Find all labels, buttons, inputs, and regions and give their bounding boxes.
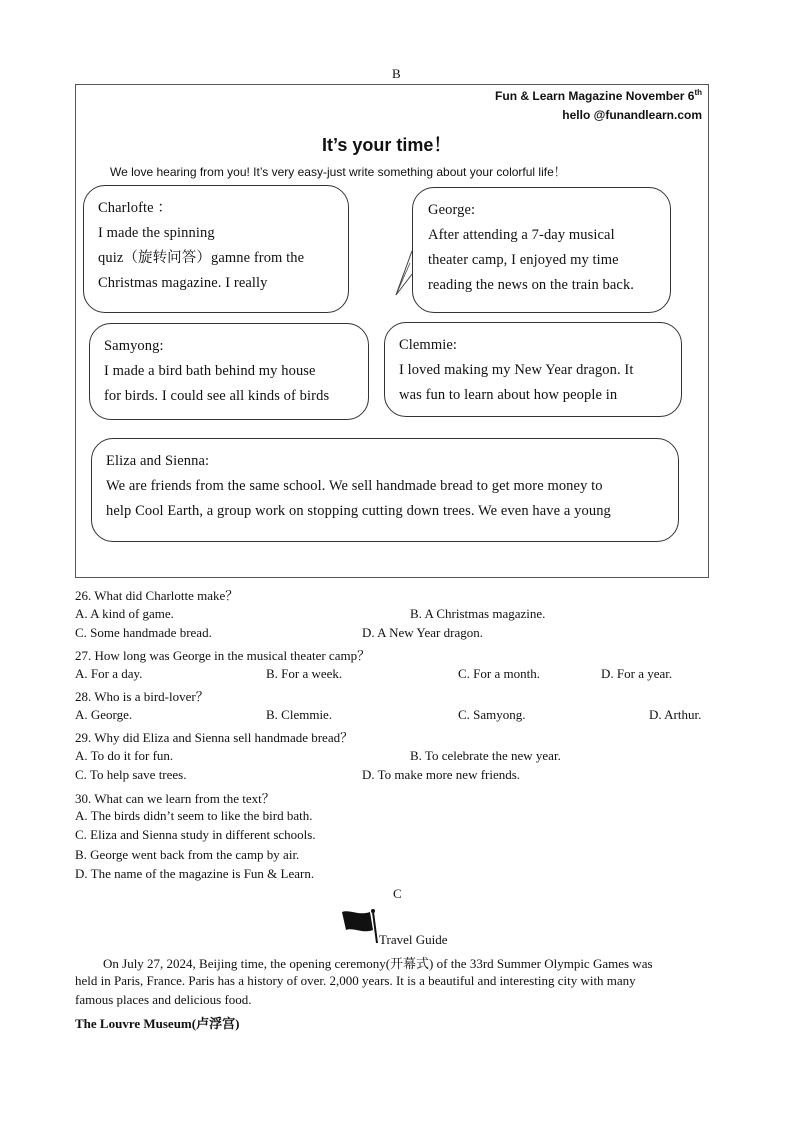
bubble-line: for birds. I could see all kinds of birds: [104, 388, 330, 404]
bubble-line: Charlofte ：: [98, 200, 172, 216]
paragraph-line-2: held in Paris, France. Paris has a history of over. 2,000 years. It is a beautiful and interesting city with many: [75, 973, 636, 988]
bubble-line: George:: [428, 202, 476, 218]
q26-option-a: A. A kind of game.: [75, 606, 174, 621]
q29-option-b: B. To celebrate the new year.: [410, 748, 561, 763]
clemmie-bubble: [384, 322, 682, 417]
paragraph-line-3: famous places and delicious food.: [75, 992, 252, 1007]
bubble-line: After attending a 7-day musical: [428, 227, 615, 243]
question-30-stem: 30. What can we learn from the text？: [75, 791, 275, 806]
q27-option-d: D. For a year.: [601, 666, 673, 681]
question-29-stem: 29. Why did Eliza and Sienna sell handmade bread？: [75, 730, 354, 745]
bubble-line: theater camp, I enjoyed my time: [428, 252, 619, 268]
george-bubble: [412, 187, 671, 313]
bubble-line: I made the spinning: [98, 225, 215, 241]
louvre-subheading: The Louvre Museum(卢浮宫): [75, 1016, 240, 1031]
q27-option-a: A. For a day.: [75, 666, 143, 681]
question-28-stem: 28. Who is a bird-lover？: [75, 689, 209, 704]
q30-option-c: C. Eliza and Sienna study in different schools.: [75, 827, 316, 842]
q29-option-a: A. To do it for fun.: [75, 748, 174, 763]
q26-option-b: B. A Christmas magazine.: [410, 606, 546, 621]
q28-option-b: B. Clemmie.: [266, 707, 333, 722]
flag-icon: [340, 908, 378, 944]
bubble-line: Samyong:: [104, 338, 164, 354]
magazine-header-date: Fun & Learn Magazine November 6th: [495, 88, 702, 103]
question-27-stem: 27. How long was George in the musical theater camp？: [75, 648, 371, 663]
bubble-line: Eliza and Sienna:: [106, 453, 210, 469]
bubble-line: Clemmie:: [399, 337, 457, 353]
q28-option-d: D. Arthur.: [649, 707, 702, 722]
q27-option-b: B. For a week.: [266, 666, 343, 681]
section-b-label: B: [392, 66, 401, 81]
question-26-stem: 26. What did Charlotte make？: [75, 588, 239, 603]
magazine-intro: We love hearing from you! It’s very easy-just write something about your colorful life！: [110, 165, 566, 179]
q26-option-d: D. A New Year dragon.: [362, 625, 483, 640]
bubble-line: was fun to learn about how people in: [399, 387, 618, 403]
q30-option-a: A. The birds didn’t seem to like the bird bath.: [75, 808, 313, 823]
q29-option-d: D. To make more new friends.: [362, 767, 521, 782]
q28-option-c: C. Samyong.: [458, 707, 526, 722]
magazine-header-email: hello @funandlearn.com: [562, 108, 702, 122]
bubble-line: help Cool Earth, a group work on stopping cutting down trees. We even have a young: [106, 503, 611, 519]
samyong-bubble: [89, 323, 369, 420]
bubble-line: Christmas magazine. I really: [98, 275, 268, 291]
q27-option-c: C. For a month.: [458, 666, 540, 681]
bubble-line: reading the news on the train back.: [428, 277, 635, 293]
bubble-line: I made a bird bath behind my house: [104, 363, 316, 379]
paragraph-line-1: On July 27, 2024, Beijing time, the opening ceremony(开幕式) of the 33rd Summer Olympic Games was: [103, 956, 653, 971]
bubble-line: I loved making my New Year dragon. It: [399, 362, 634, 378]
magazine-frame: [75, 84, 709, 578]
travel-guide-title: Travel Guide: [379, 932, 448, 947]
q26-option-c: C. Some handmade bread.: [75, 625, 212, 640]
bubble-line: We are friends from the same school. We sell handmade bread to get more money to: [106, 478, 603, 494]
charlotte-bubble: [83, 185, 349, 313]
q30-option-d: D. The name of the magazine is Fun & Learn.: [75, 866, 315, 881]
magazine-title: It’s your time！: [322, 135, 452, 155]
q30-option-b: B. George went back from the camp by air.: [75, 847, 300, 862]
q29-option-c: C. To help save trees.: [75, 767, 187, 782]
section-c-label: C: [393, 886, 402, 901]
q28-option-a: A. George.: [75, 707, 133, 722]
eliza-sienna-bubble: [91, 438, 679, 542]
bubble-line: quiz（旋转问答）gamne from the: [98, 250, 305, 266]
